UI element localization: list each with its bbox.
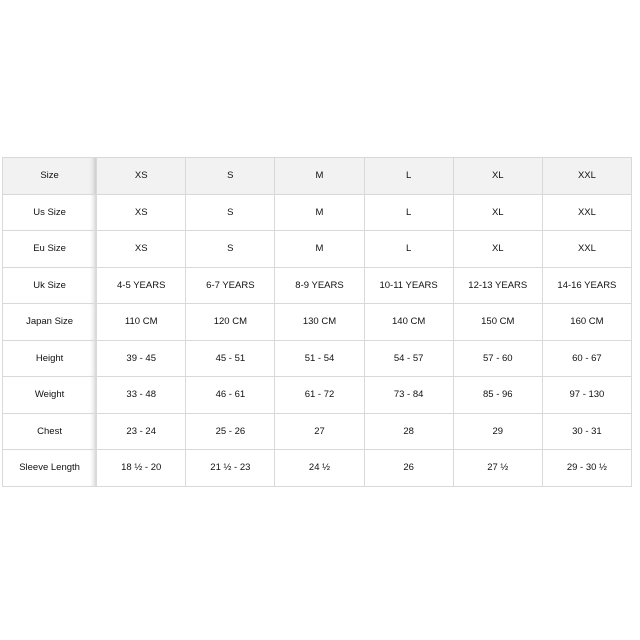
table-cell: 28: [364, 413, 453, 450]
table-cell: 10-11 YEARS: [364, 267, 453, 304]
column-header: XXL: [542, 158, 631, 195]
table-cell: 27: [275, 413, 364, 450]
column-header: M: [275, 158, 364, 195]
size-chart-table: [2, 157, 632, 487]
table-cell: 45 - 51: [186, 340, 275, 377]
table-cell: 57 - 60: [453, 340, 542, 377]
table-cell: 24 ½: [275, 450, 364, 487]
table-cell: 61 - 72: [275, 377, 364, 414]
table-cell: 39 - 45: [97, 340, 186, 377]
table-cell: M: [275, 231, 364, 268]
table-row: [3, 194, 632, 231]
table-cell: 25 - 26: [186, 413, 275, 450]
table-cell: 46 - 61: [186, 377, 275, 414]
table-cell: 85 - 96: [453, 377, 542, 414]
table-cell: XL: [453, 194, 542, 231]
table-cell: XS: [97, 194, 186, 231]
table-cell: 29 - 30 ½: [542, 450, 631, 487]
table-cell: XL: [453, 231, 542, 268]
table-cell: S: [186, 231, 275, 268]
table-cell: 110 CM: [97, 304, 186, 341]
table-cell: L: [364, 231, 453, 268]
table-cell: 54 - 57: [364, 340, 453, 377]
table-cell: 23 - 24: [97, 413, 186, 450]
column-header: S: [186, 158, 275, 195]
row-label: Eu Size: [3, 231, 97, 268]
column-header: XS: [97, 158, 186, 195]
table-cell: 4-5 YEARS: [97, 267, 186, 304]
table-cell: 27 ½: [453, 450, 542, 487]
row-label: Uk Size: [3, 267, 97, 304]
column-header: L: [364, 158, 453, 195]
table-cell: M: [275, 194, 364, 231]
table-cell: 160 CM: [542, 304, 631, 341]
row-label: Sleeve Length: [3, 450, 97, 487]
table-cell: XS: [97, 231, 186, 268]
table-cell: 130 CM: [275, 304, 364, 341]
table-cell: 8-9 YEARS: [275, 267, 364, 304]
table-cell: 33 - 48: [97, 377, 186, 414]
table-cell: L: [364, 194, 453, 231]
table-cell: 12-13 YEARS: [453, 267, 542, 304]
table-row: [3, 231, 632, 268]
table-row: [3, 267, 632, 304]
table-cell: 29: [453, 413, 542, 450]
table-cell: XXL: [542, 231, 631, 268]
table-header-row: [3, 158, 632, 195]
table-cell: 51 - 54: [275, 340, 364, 377]
header-corner-label: Size: [3, 158, 97, 195]
table-cell: 26: [364, 450, 453, 487]
table-cell: 14-16 YEARS: [542, 267, 631, 304]
table-cell: 18 ½ - 20: [97, 450, 186, 487]
column-header: XL: [453, 158, 542, 195]
table-cell: 21 ½ - 23: [186, 450, 275, 487]
table-cell: 140 CM: [364, 304, 453, 341]
table-cell: 97 - 130: [542, 377, 631, 414]
table-row: [3, 450, 632, 487]
row-label: Height: [3, 340, 97, 377]
table-cell: 73 - 84: [364, 377, 453, 414]
table-row: [3, 340, 632, 377]
row-label: Japan Size: [3, 304, 97, 341]
table-cell: XXL: [542, 194, 631, 231]
row-label: Us Size: [3, 194, 97, 231]
table-row: [3, 304, 632, 341]
table-cell: 120 CM: [186, 304, 275, 341]
table-cell: 30 - 31: [542, 413, 631, 450]
row-label: Weight: [3, 377, 97, 414]
table-cell: 6-7 YEARS: [186, 267, 275, 304]
table-row: [3, 377, 632, 414]
row-label: Chest: [3, 413, 97, 450]
table-row: [3, 413, 632, 450]
table-cell: S: [186, 194, 275, 231]
table-cell: 60 - 67: [542, 340, 631, 377]
table-cell: 150 CM: [453, 304, 542, 341]
